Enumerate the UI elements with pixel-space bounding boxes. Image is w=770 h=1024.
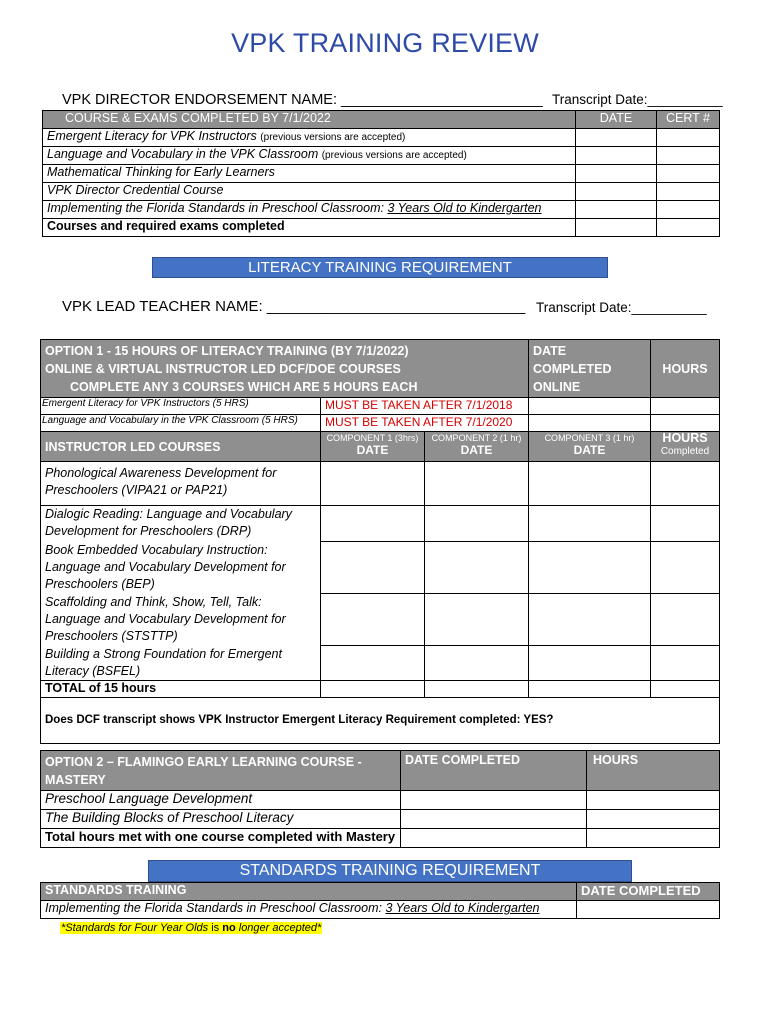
standards-banner: STANDARDS TRAINING REQUIREMENT [148,860,632,882]
date-cell[interactable] [576,165,657,183]
option2-title: OPTION 2 – FLAMINGO EARLY LEARNING COURSE - MASTERY [41,751,401,791]
option1-title-line1: OPTION 1 - 15 HOURS OF LITERACY TRAINING (BY 7/1/2022) [45,344,409,358]
table-row [43,201,720,219]
cert-cell[interactable] [657,147,720,165]
option2-course-name: The Building Blocks of Preschool Literacy [41,810,401,829]
option1-table [40,339,720,744]
standards-course-name: Implementing the Florida Standards in Preschool Classroom: [45,901,382,915]
table-row [41,791,720,810]
literacy-banner: LITERACY TRAINING REQUIREMENT [152,257,608,278]
comp2-date: DATE [460,443,493,457]
instructor-course-name: Book Embedded Vocabulary Instruction: Language and Vocabulary Development for Preschoolers (BEP) [41,542,321,594]
comp1-cell[interactable] [321,680,425,697]
option2-course-name: Preschool Language Development [41,791,401,810]
date-cell[interactable] [529,415,651,432]
hours-cell[interactable] [651,646,720,681]
table-row [41,462,720,506]
table-row [41,680,720,697]
date-cell[interactable] [401,791,587,810]
table-row [41,901,720,919]
date-cell[interactable] [576,183,657,201]
page-title: VPK TRAINING REVIEW [231,28,539,58]
table-row [41,646,720,681]
table-row [41,829,720,848]
hours-cell[interactable] [587,810,720,829]
col-hours-header: HOURS [651,340,720,398]
instructor-led-header: INSTRUCTOR LED COURSES [41,432,321,462]
instructor-course-name: Building a Strong Foundation for Emergent Literacy (BSFEL) [41,646,321,681]
table-row [41,542,720,594]
date-cell[interactable] [401,829,587,848]
comp2-cell[interactable] [425,646,529,681]
table-row [41,594,720,646]
comp3-cell[interactable] [529,462,651,506]
comp1-cell[interactable] [321,506,425,542]
comp2-cell[interactable] [425,680,529,697]
standards-course-note: 3 Years Old to Kindergarten [385,901,540,915]
course-name: Language and Vocabulary in the VPK Classroom [47,147,319,161]
comp1-cell[interactable] [321,462,425,506]
date-cell[interactable] [577,901,720,919]
completed-header: Completed [660,446,710,457]
table-row [41,415,720,432]
course-name: Emergent Literacy for VPK Instructors [47,129,257,143]
hours-cell[interactable] [651,594,720,646]
hours-cell[interactable] [651,506,720,542]
course-note: (previous versions are accepted) [321,150,467,161]
dcf-question: Does DCF transcript shows VPK Instructor Emergent Literacy Requirement completed: YES? [41,697,720,743]
date-cell[interactable] [576,219,657,237]
hours-header: HOURS [662,431,708,445]
instructor-course-name: Scaffolding and Think, Show, Tell, Talk: Language and Vocabulary Development for Preschoolers (STSTTP) [41,594,321,646]
director-table [42,110,720,237]
hours-cell[interactable] [587,791,720,810]
col-date-header: DATE [576,111,657,129]
comp2-cell[interactable] [425,506,529,542]
date-cell[interactable] [529,398,651,415]
date-cell[interactable] [576,129,657,147]
course-note: 3 Years Old to Kindergarten [387,201,542,215]
hours-cell[interactable] [651,415,720,432]
table-row [43,183,720,201]
cert-cell[interactable] [657,201,720,219]
course-name: Implementing the Florida Standards in Preschool Classroom: [47,201,384,215]
instructor-course-name: Phonological Awareness Development for Preschoolers (VIPA21 or PAP21) [41,462,321,506]
comp1-date: DATE [356,443,389,457]
option2-col-date: DATE COMPLETED [401,751,587,791]
option2-total: Total hours met with one course completed with Mastery [41,829,401,848]
option1-title-line3: COMPLETE ANY 3 COURSES WHICH ARE 5 HOURS EACH [70,380,418,394]
col-courses-header: COURSE & EXAMS COMPLETED BY 7/1/2022 [43,111,576,129]
footnote-part: is [211,922,220,934]
standards-footnote [60,922,322,934]
cert-cell[interactable] [657,129,720,147]
hours-cell[interactable] [651,462,720,506]
instructor-course-name: Dialogic Reading: Language and Vocabulary Development for Preschoolers (DRP) [41,506,321,542]
table-row [41,506,720,542]
option2-table [40,750,720,848]
table-row [43,129,720,147]
comp2-header: COMPONENT 2 (1 hr) [431,433,522,443]
option2-col-hours: HOURS [587,751,720,791]
table-row [43,219,720,237]
hours-cell[interactable] [651,680,720,697]
comp3-header: COMPONENT 3 (1 hr) [544,433,635,443]
comp3-cell[interactable] [529,680,651,697]
table-row [43,165,720,183]
comp3-cell[interactable] [529,594,651,646]
comp1-header: COMPONENT 1 (3hrs) [326,433,419,443]
lead-transcript-label: Transcript Date:__________ [536,300,707,315]
footnote-part: no [222,922,236,934]
date-cell[interactable] [576,201,657,219]
col-cert-header: CERT # [657,111,720,129]
standards-table [40,882,720,919]
comp3-cell[interactable] [529,542,651,594]
cert-cell[interactable] [657,183,720,201]
table-row [41,398,720,415]
total-label: TOTAL of 15 hours [41,680,321,697]
footnote-part: longer accepted* [238,922,322,934]
hours-cell[interactable] [651,542,720,594]
cert-cell[interactable] [657,165,720,183]
comp2-cell[interactable] [425,542,529,594]
comp2-cell[interactable] [425,462,529,506]
date-cell[interactable] [576,147,657,165]
online-course-note: MUST BE TAKEN AFTER 7/1/2020 [321,415,529,432]
comp1-cell[interactable] [321,542,425,594]
date-cell[interactable] [401,810,587,829]
online-course-name: Emergent Literacy for VPK Instructors (5 HRS) [41,398,321,415]
col-date-completed-online: DATE COMPLETED ONLINE [529,340,651,398]
online-course-name: Language and Vocabulary in the VPK Classroom (5 HRS) [41,415,321,432]
option1-title-line2: ONLINE & VIRTUAL INSTRUCTOR LED DCF/DOE COURSES [45,362,401,376]
cert-cell[interactable] [657,219,720,237]
standards-col-date: DATE COMPLETED [577,883,720,901]
comp1-cell[interactable] [321,646,425,681]
table-row [41,810,720,829]
hours-cell[interactable] [587,829,720,848]
online-course-note: MUST BE TAKEN AFTER 7/1/2018 [321,398,529,415]
footnote-part: *Standards for Four Year Olds [61,922,209,934]
comp2-cell[interactable] [425,594,529,646]
course-note: (previous versions are accepted) [260,132,406,143]
hours-cell[interactable] [651,398,720,415]
comp3-cell[interactable] [529,506,651,542]
comp3-cell[interactable] [529,646,651,681]
comp3-date: DATE [573,443,606,457]
comp1-cell[interactable] [321,594,425,646]
table-row [43,147,720,165]
director-name-label: VPK DIRECTOR ENDORSEMENT NAME: _________________________ [62,92,543,108]
course-name: Mathematical Thinking for Early Learners [43,165,576,183]
lead-name-label: VPK LEAD TEACHER NAME: _______________________________ [62,298,526,315]
standards-col-training: STANDARDS TRAINING [41,883,577,901]
course-name: VPK Director Credential Course [43,183,576,201]
footer-label: Courses and required exams completed [43,219,576,237]
director-transcript-label: Transcript Date:__________ [552,92,723,107]
